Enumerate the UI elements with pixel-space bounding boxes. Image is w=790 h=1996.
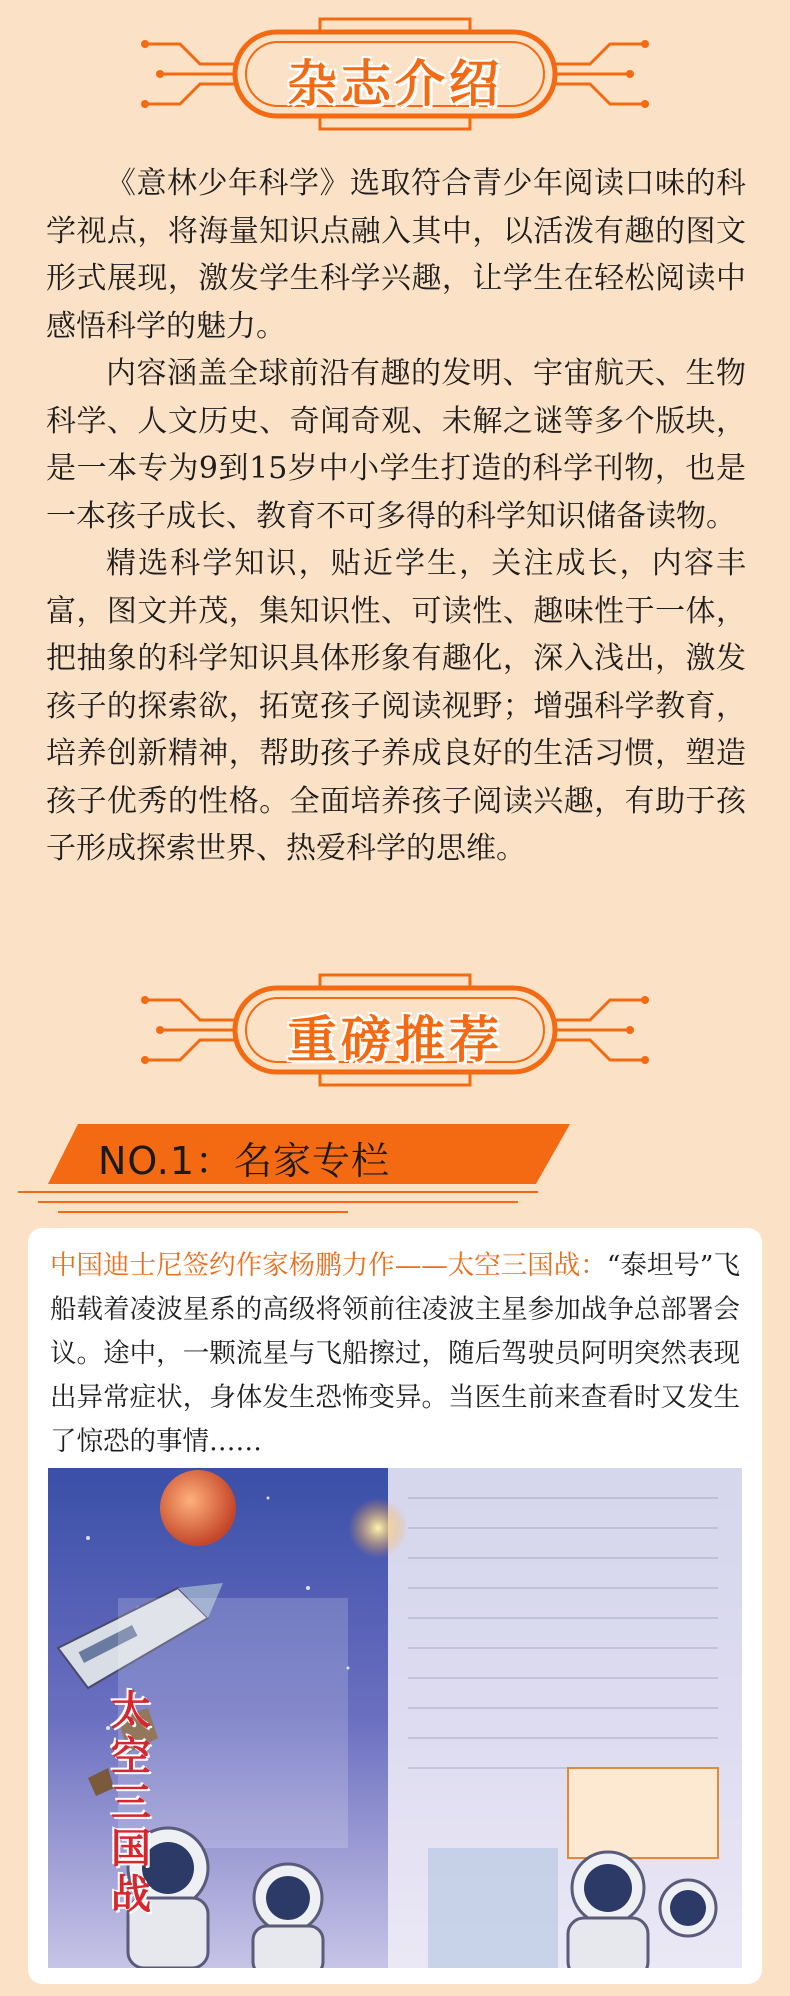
intro-paragraph: 内容涵盖全球前沿有趣的发明、宇宙航天、生物科学、人文历史、奇闻奇观、未解之谜等多个版块，是一本专为9到15岁中小学生打造的科学刊物，也是一本孩子成长、教育不可多得的科学知识储备读物。 — [46, 356, 746, 534]
intro-section-title: 杂志介绍 — [287, 55, 503, 113]
intro-banner — [140, 14, 650, 134]
feature-lead: 中国迪士尼签约作家杨鹏力作——太空三国战： — [50, 1250, 607, 1281]
feature-card — [28, 1228, 762, 1984]
intro-paragraph: 精选科学知识，贴近学生，关注成长，内容丰富，图文并茂，集知识性、可读性、趣味性于一体，把抽象的科学知识具体形象有趣化，深入浅出，激发孩子的探索欲，拓宽孩子阅读视野；增强科学教育，培养创新精神，帮助孩子养成良好的生活习惯，塑造孩子优秀的性格。全面培养孩子阅读兴趣，有助于孩子形成探索世界、热爱科学的思维。 — [46, 546, 746, 866]
intro-text — [46, 160, 746, 873]
intro-paragraph: 《意林少年科学》选取符合青少年阅读口味的科学视点，将海量知识点融入其中，以活泼有趣的图文形式展现，激发学生科学兴趣，让学生在轻松阅读中感悟科学的魅力。 — [46, 166, 746, 344]
comic-illustration — [48, 1468, 742, 1968]
column-tab — [18, 1120, 578, 1230]
recommend-section-title: 重磅推荐 — [287, 1011, 503, 1069]
article-title: 太空三国战 — [111, 1688, 151, 1918]
feature-teaser — [50, 1244, 740, 1464]
feature-body: “泰坦号”飞船载着凌波星系的高级将领前往凌波主星参加战争总部署会议。途中，一颗流星与飞船擦过，随后驾驶员阿明突然表现出异常症状，身体发生恐怖变异。当医生前来查看时又发生了惊恐的事情…… — [50, 1250, 740, 1457]
column-label: NO.1：名家专栏 — [98, 1139, 391, 1183]
recommend-banner — [140, 970, 650, 1090]
